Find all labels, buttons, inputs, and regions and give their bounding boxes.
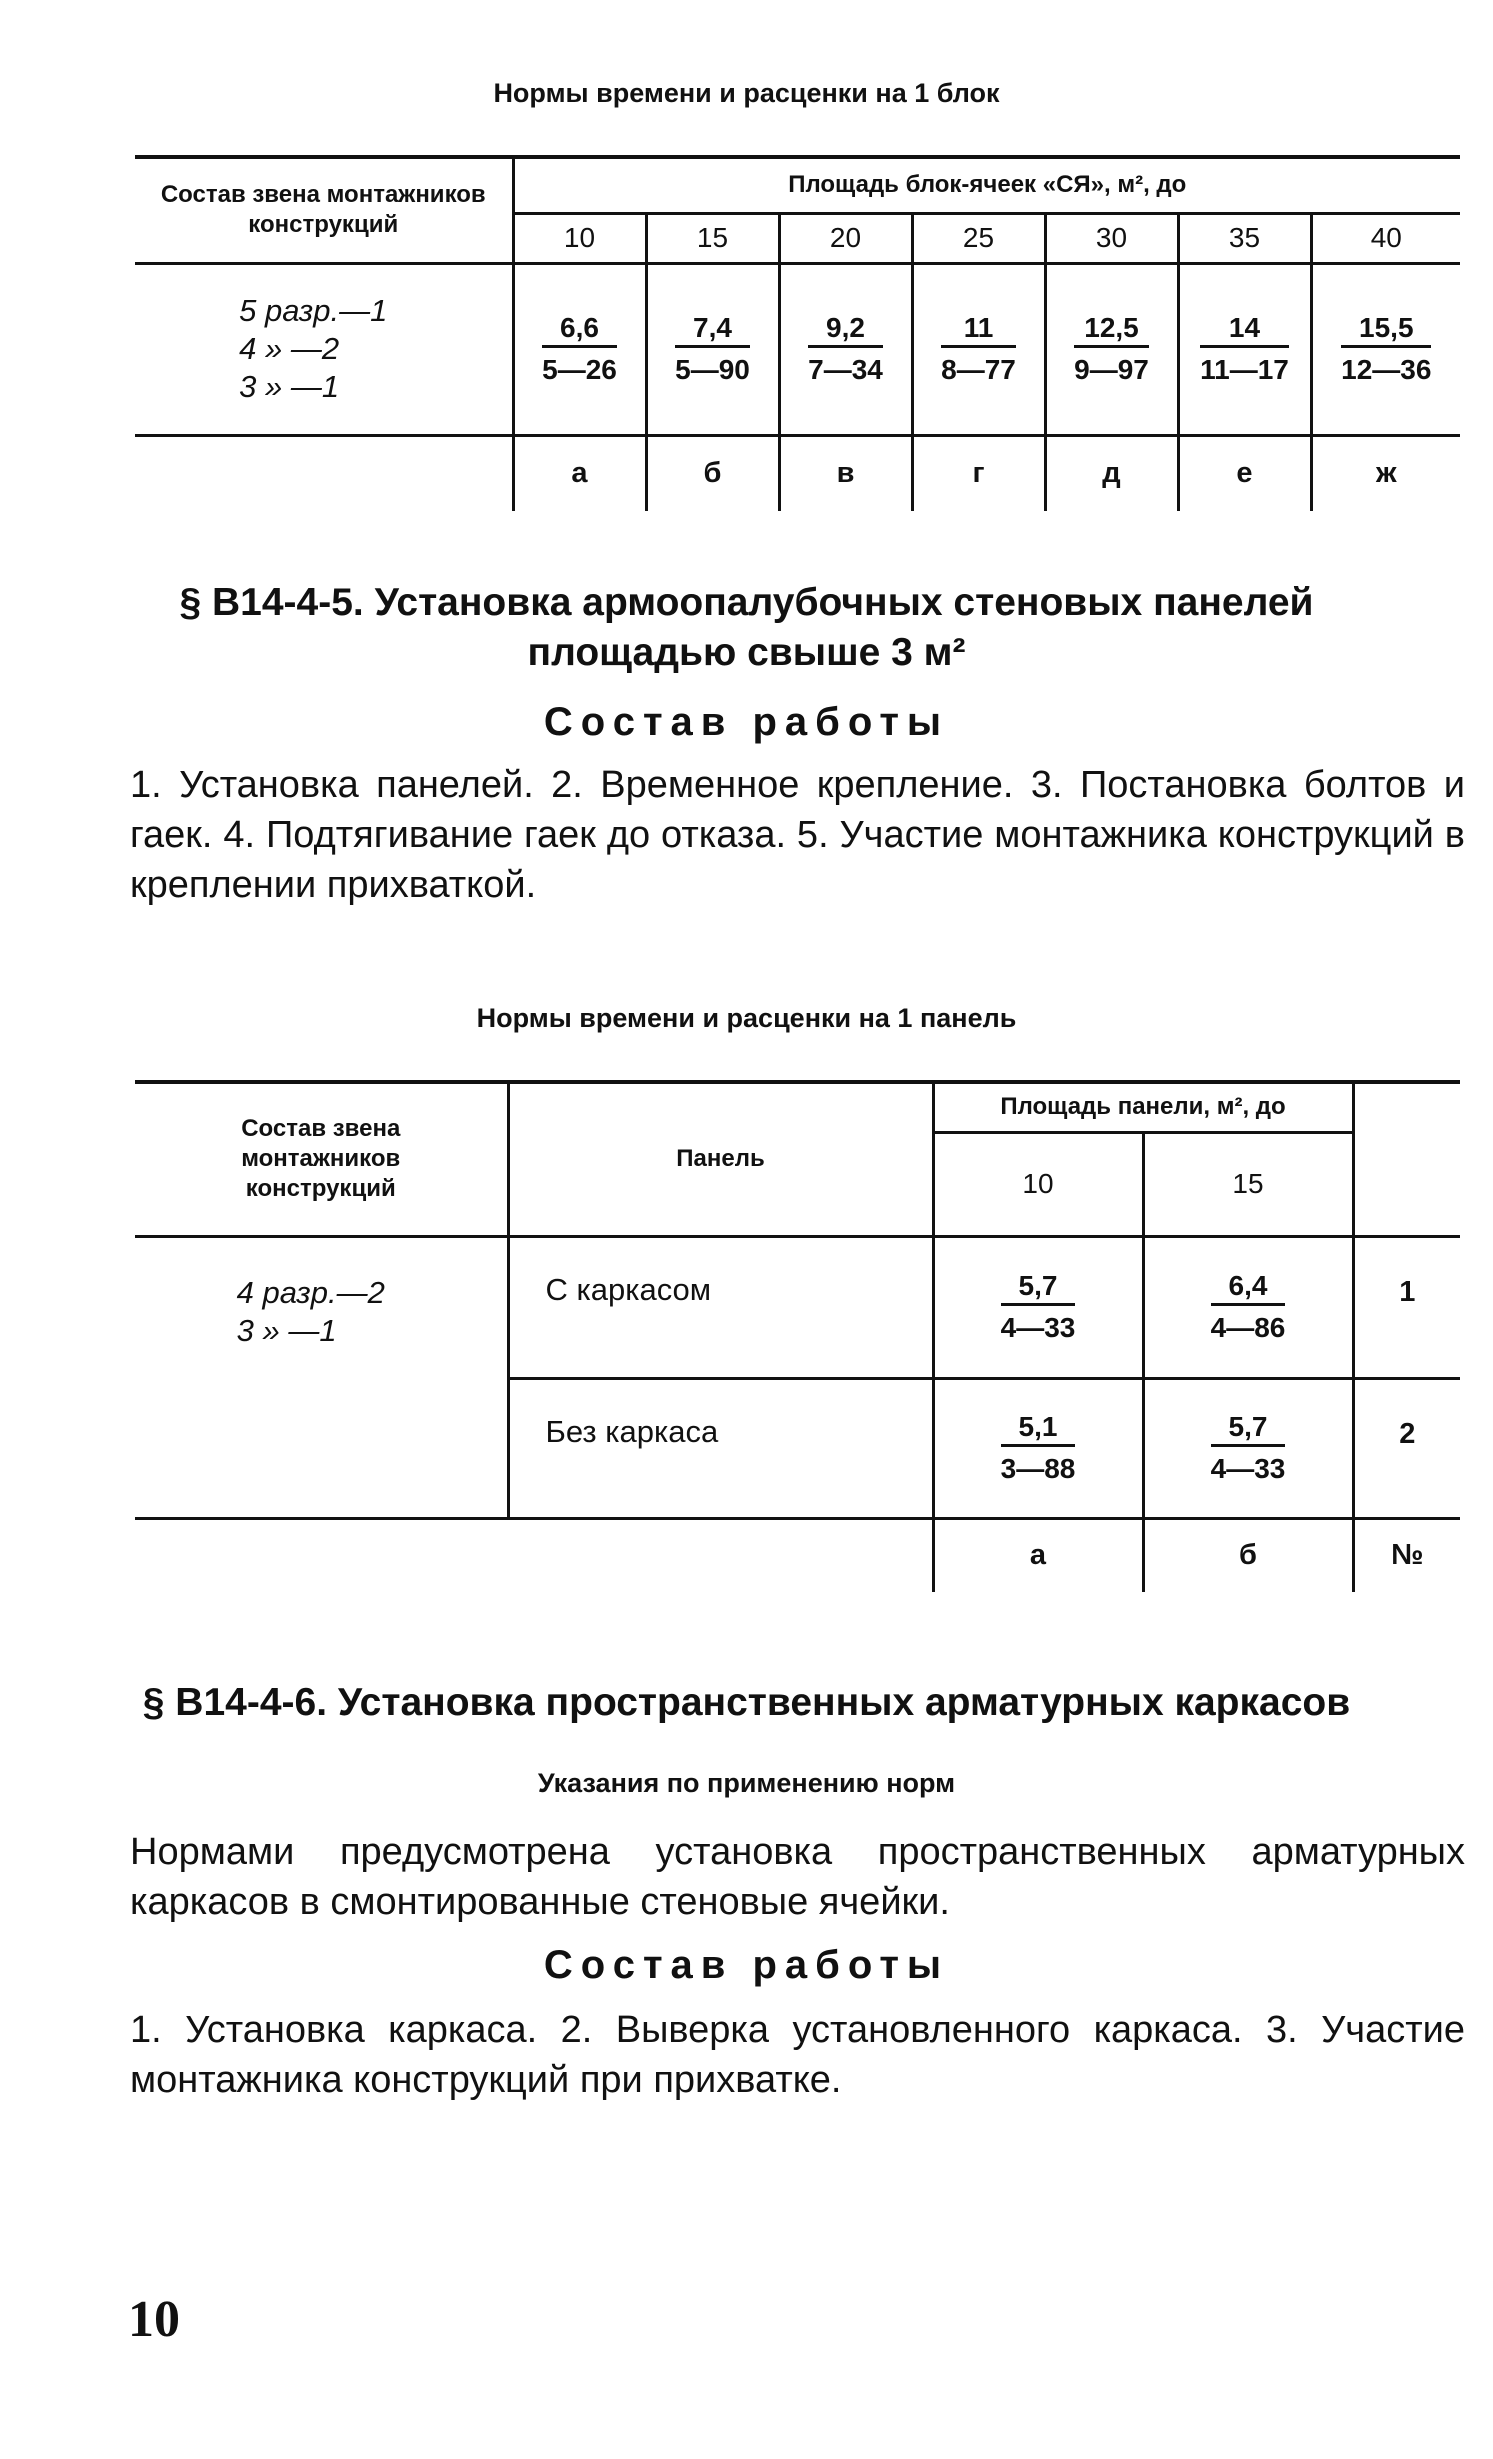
section5-heading-line1: § В14-4-5. Установка армоопалубочных стеновых панелей <box>179 581 1314 624</box>
area-col-40: 40 <box>1311 213 1460 263</box>
crew-line: 3 » —1 <box>236 1312 337 1348</box>
section5-heading <box>0 578 1493 678</box>
norm-rate: 7—34 <box>808 354 883 385</box>
section6-work-title: Состав работы <box>543 1943 950 1987</box>
row-number: 2 <box>1353 1378 1460 1518</box>
norm-cell <box>513 263 646 435</box>
column-letter: а <box>933 1518 1143 1592</box>
norm-cell <box>646 263 779 435</box>
section5-work-title: Состав работы <box>543 700 950 744</box>
area-col-20: 20 <box>779 213 912 263</box>
column-letter: а <box>513 435 646 511</box>
column-letter: в <box>779 435 912 511</box>
instructions-text: Нормами предусмотрена установка пространственных арматурных каркасов в смонтированные стеновые ячейки. <box>130 1831 1465 1923</box>
empty-cell <box>135 1518 508 1592</box>
table1-caption: Нормы времени и расценки на 1 блок <box>493 78 1000 108</box>
section5-work-text: 1. Установка панелей. 2. Временное крепление. 3. Постановка болтов и гаек. 4. Подтягивание гаек до отказа. 5. Участие монтажника конструкций в креплении прихваткой. <box>130 764 1465 906</box>
norm-time: 7,4 <box>675 312 750 348</box>
crew-line: 4 » —2 <box>239 331 340 366</box>
norm-rate: 5—26 <box>542 354 617 385</box>
area-col-10: 10 <box>513 213 646 263</box>
crew-header: Состав звена монтажников конструкций <box>135 1082 508 1236</box>
empty-cell <box>135 435 513 511</box>
area-col-15: 15 <box>1143 1132 1353 1236</box>
row-number: 1 <box>1353 1236 1460 1378</box>
crew-cell <box>135 1236 508 1518</box>
column-letter: г <box>912 435 1045 511</box>
crew-line: 5 разр.—1 <box>239 293 388 328</box>
norms-table-block <box>135 155 1460 511</box>
norm-time: 11 <box>941 312 1016 348</box>
section6-work-text: 1. Установка каркаса. 2. Выверка установленного каркаса. 3. Участие монтажника конструкций при прихватке. <box>130 2009 1465 2101</box>
norm-rate: 4—33 <box>1210 1453 1286 1484</box>
norm-cell <box>779 263 912 435</box>
norm-rate: 9—97 <box>1074 354 1149 385</box>
crew-line: 4 разр.—2 <box>236 1274 385 1310</box>
area-col-15: 15 <box>646 213 779 263</box>
norm-time: 6,4 <box>1211 1270 1286 1306</box>
norm-time: 6,6 <box>542 312 617 348</box>
column-letter: б <box>646 435 779 511</box>
column-letter: б <box>1143 1518 1353 1592</box>
norms-table-panel <box>135 1080 1460 1592</box>
area-col-25: 25 <box>912 213 1045 263</box>
panel-header: Панель <box>508 1082 933 1236</box>
norm-rate: 4—86 <box>1210 1312 1286 1343</box>
table2-caption: Нормы времени и расценки на 1 панель <box>476 1003 1017 1033</box>
area-col-10: 10 <box>933 1132 1143 1236</box>
norm-cell <box>912 263 1045 435</box>
crew-line: 3 » —1 <box>239 369 340 404</box>
section6-heading: § В14-4-6. Установка пространственных арматурных каркасов <box>142 1681 1351 1724</box>
norm-rate: 3—88 <box>1000 1453 1076 1484</box>
norm-time: 5,7 <box>1001 1270 1076 1306</box>
norm-time: 12,5 <box>1074 312 1149 348</box>
column-letter: е <box>1178 435 1311 511</box>
norm-rate: 5—90 <box>675 354 750 385</box>
norm-cell <box>1311 263 1460 435</box>
area-header: Площадь панели, м², до <box>933 1082 1353 1132</box>
section5-heading-line2: площадью свыше 3 м² <box>527 631 966 674</box>
area-col-35: 35 <box>1178 213 1311 263</box>
norm-time: 14 <box>1200 312 1289 348</box>
crew-list <box>239 292 387 406</box>
crew-list <box>237 1274 385 1350</box>
norm-cell <box>933 1236 1143 1378</box>
panel-type-cell: С каркасом <box>508 1236 933 1378</box>
norm-rate: 11—17 <box>1200 354 1289 385</box>
area-col-30: 30 <box>1045 213 1178 263</box>
area-header: Площадь блок-ячеек «СЯ», м², до <box>513 157 1460 213</box>
number-label: № <box>1353 1518 1460 1592</box>
empty-header <box>1353 1082 1460 1236</box>
norm-cell <box>933 1378 1143 1518</box>
column-letter: ж <box>1311 435 1460 511</box>
crew-header: Состав звена монтажников конструкций <box>135 157 513 263</box>
instructions-title: Указания по применению норм <box>537 1768 956 1798</box>
norm-cell <box>1143 1236 1353 1378</box>
norm-cell <box>1045 263 1178 435</box>
norm-time: 5,1 <box>1001 1411 1076 1447</box>
page-number: 10 <box>128 2291 180 2348</box>
norm-rate: 4—33 <box>1000 1312 1076 1343</box>
crew-cell <box>135 263 513 435</box>
panel-type-cell: Без каркаса <box>508 1378 933 1518</box>
norm-rate: 8—77 <box>941 354 1016 385</box>
norm-cell <box>1143 1378 1353 1518</box>
column-letter: д <box>1045 435 1178 511</box>
empty-cell <box>508 1518 933 1592</box>
norm-time: 9,2 <box>808 312 883 348</box>
norm-rate: 12—36 <box>1341 354 1432 385</box>
norm-time: 15,5 <box>1341 312 1431 348</box>
norm-cell <box>1178 263 1311 435</box>
norm-time: 5,7 <box>1211 1411 1286 1447</box>
